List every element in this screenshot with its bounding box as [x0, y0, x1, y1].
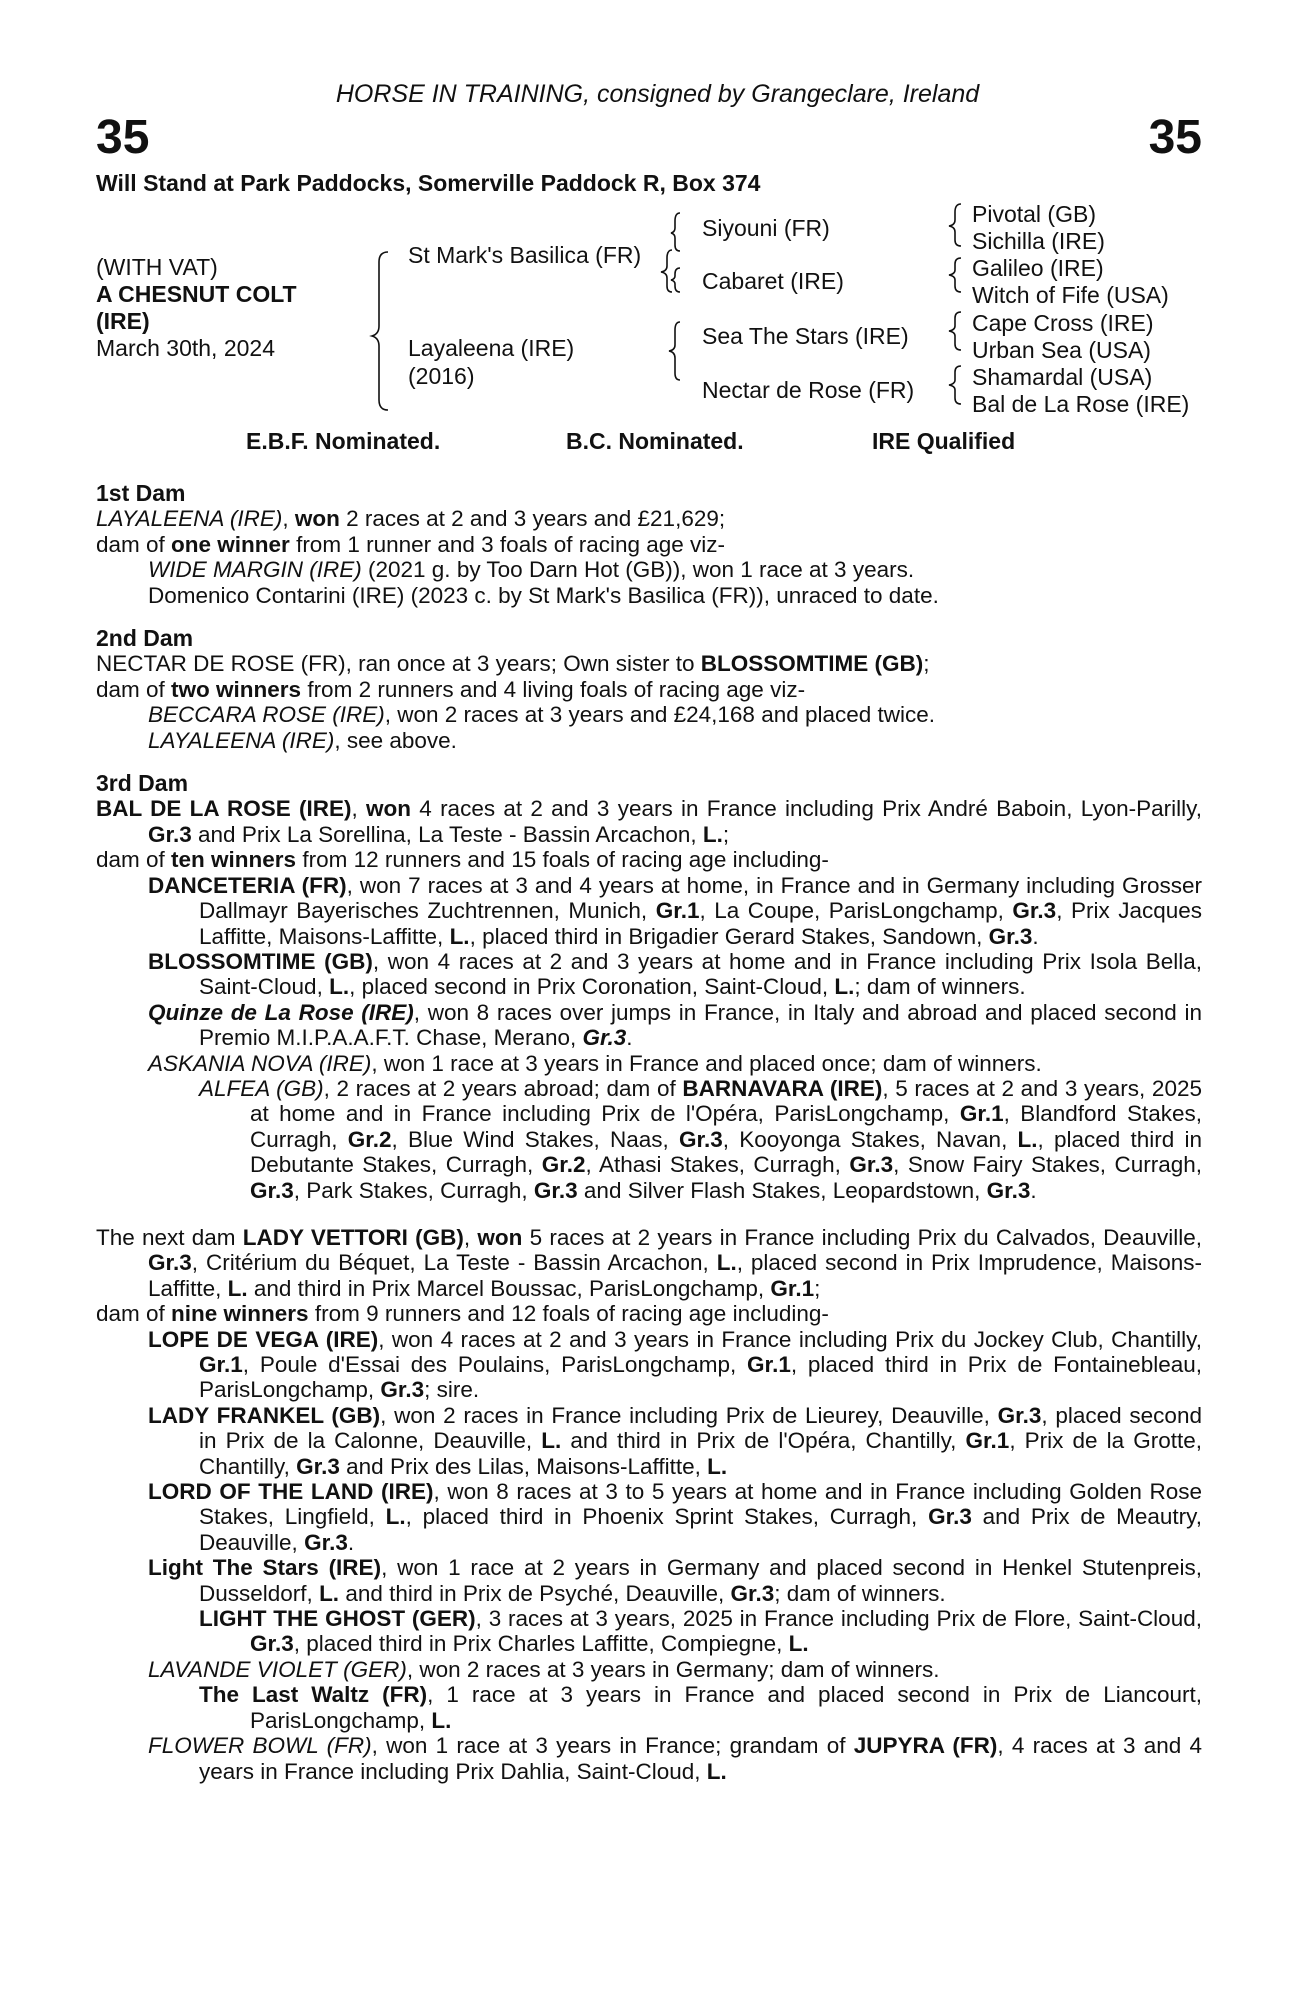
- produce-entry: FLOWER BOWL (FR), won 1 race at 3 years in France; grandam of JUPYRA (FR), 4 races at 3 and 4 years in France including Prix Dahlia, Saint-Cloud, L.: [148, 1733, 1203, 1784]
- lot-number-right: 35: [1148, 111, 1202, 164]
- ebf-nominated: E.B.F. Nominated.: [246, 428, 441, 454]
- dam-name: Layaleena (IRE): [408, 335, 575, 361]
- ire-qualified: IRE Qualified: [872, 428, 1016, 454]
- sire-sire: Siyouni (FR): [702, 215, 830, 241]
- dd-dam: Bal de La Rose (IRE): [972, 391, 1190, 417]
- dam-record: NECTAR DE ROSE (FR), ran once at 3 years; Own sister to BLOSSOMTIME (GB);: [96, 651, 930, 677]
- sire-dam: Cabaret (IRE): [702, 268, 844, 294]
- catalogue-body: [96, 481, 1202, 1784]
- dd-sire: Shamardal (USA): [972, 364, 1153, 390]
- ds-sire: Cape Cross (IRE): [972, 310, 1154, 336]
- produce-entry: BLOSSOMTIME (GB), won 4 races at 2 and 3 years at home and in France including Prix Isola Bella, Saint-Cloud, L., placed second in Prix Coronation, Saint-Cloud, L.; dam of winners.: [148, 948, 1203, 1000]
- first-dam-section: [96, 481, 1202, 608]
- dam-produce-summary: dam of nine winners from 9 runners and 12 foals of racing age including-: [96, 1301, 829, 1327]
- subject-origin: (IRE): [96, 308, 150, 334]
- dam-produce-summary: dam of ten winners from 12 runners and 15 foals of racing age including-: [96, 847, 829, 873]
- produce-entry: LADY FRANKEL (GB), won 2 races in France including Prix de Lieurey, Deauville, Gr.3, placed second in Prix de la Calonne, Deauville, L. and third in Prix de l'Opéra, Chantilly, Gr.1, Prix de la Grotte, Chantilly, Gr.3 and Prix des Lilas, Maisons-Laffitte, L.: [148, 1402, 1202, 1479]
- produce-entry: Light The Stars (IRE), won 1 race at 2 years in Germany and placed second in Henkel Stutenpreis, Dusseldorf, L. and third in Prix de Psyché, Deauville, Gr.3; dam of winners.: [148, 1555, 1202, 1606]
- brace-generation-1: [372, 252, 388, 410]
- bc-nominated: B.C. Nominated.: [566, 428, 744, 454]
- third-dam-section: [96, 771, 1202, 1203]
- dam-record: The next dam LADY VETTORI (GB), won 5 races at 2 years in France including Prix du Calvados, Deauville, Gr.3, Critérium du Béquet, La Teste - Bassin Arcachon, L., placed second in Prix Imprudence, Maisons-Laffitte, L. and third in Prix Marcel Boussac, ParisLongchamp, Gr.1;: [96, 1224, 1202, 1301]
- produce-entry: LOPE DE VEGA (IRE), won 4 races at 2 and 3 years in France including Prix du Jockey Club, Chantilly, Gr.1, Poule d'Essai des Poulains, ParisLongchamp, Gr.1, placed third in Prix de Fontainebleau, ParisLongchamp, Gr.3; sire.: [148, 1326, 1202, 1403]
- produce-entry: ASKANIA NOVA (IRE), won 1 race at 3 years in France and placed once; dam of winners.: [148, 1050, 1042, 1076]
- produce-entry: LORD OF THE LAND (IRE), won 8 races at 3 to 5 years at home and in France including Golden Rose Stakes, Lingfield, L., placed third in Phoenix Sprint Stakes, Curragh, Gr.3 and Prix de Meautry, Deauville, Gr.3.: [148, 1479, 1202, 1555]
- sire-name: St Mark's Basilica (FR): [408, 242, 642, 268]
- second-dam-section: [96, 626, 1202, 753]
- dam-record: BAL DE LA ROSE (IRE), won 4 races at 2 and 3 years in France including Prix André Baboin, Lyon-Parilly, Gr.3 and Prix La Sorellina, La Teste - Bassin Arcachon, L.;: [96, 796, 1202, 847]
- ss-dam: Sichilla (IRE): [972, 228, 1105, 254]
- dam-dam: Nectar de Rose (FR): [702, 377, 915, 403]
- brace-sire-line-upper: [671, 213, 680, 251]
- brace-sd: [949, 258, 961, 292]
- lot-number-left: 35: [96, 111, 150, 164]
- produce-entry: WIDE MARGIN (IRE) (2021 g. by Too Darn Hot (GB)), won 1 race at 3 years.: [148, 557, 915, 583]
- dam-produce-summary: dam of two winners from 2 runners and 4 living foals of racing age viz-: [96, 676, 806, 702]
- produce-entry: ALFEA (GB), 2 races at 2 years abroad; dam of BARNAVARA (IRE), 5 races at 2 and 3 years, 2025 at home and in France including Prix de l'Opéra, ParisLongchamp, Gr.1, Blandford Stakes, Curragh, Gr.2, Blue Wind Stakes, Naas, Gr.3, Kooyonga Stakes, Navan, L., placed third in Debutante Stakes, Curragh, Gr.2, Athasi Stakes, Curragh, Gr.3, Snow Fairy Stakes, Curragh, Gr.3, Park Stakes, Curragh, Gr.3 and Silver Flash Stakes, Leopardstown, Gr.3.: [199, 1075, 1203, 1203]
- produce-entry: LAVANDE VIOLET (GER), won 2 races at 3 years in Germany; dam of winners.: [148, 1656, 940, 1682]
- stand-location: Will Stand at Park Paddocks, Somerville Paddock R, Box 374: [96, 170, 761, 196]
- section-title: 1st Dam: [96, 480, 186, 506]
- produce-entry: LIGHT THE GHOST (GER), 3 races at 3 years, 2025 in France including Prix de Flore, Saint-Cloud, Gr.3, placed third in Prix Charles Laffitte, Compiegne, L.: [199, 1606, 1202, 1657]
- produce-entry: Domenico Contarini (IRE) (2023 c. by St Mark's Basilica (FR)), unraced to date.: [148, 582, 939, 608]
- brace-dd: [949, 366, 961, 404]
- dam-sire: Sea The Stars (IRE): [702, 323, 909, 349]
- dam-record: LAYALEENA (IRE), won 2 races at 2 and 3 years and £21,629;: [96, 506, 726, 532]
- section-title: 3rd Dam: [96, 770, 189, 797]
- produce-entry: The Last Waltz (FR), 1 race at 3 years in France and placed second in Prix de Liancourt, ParisLongchamp, L.: [199, 1682, 1203, 1733]
- next-dam-section: [96, 1225, 1202, 1784]
- dam-produce-summary: dam of one winner from 1 runner and 3 foals of racing age viz-: [96, 531, 726, 557]
- produce-entry: DANCETERIA (FR), won 7 races at 3 and 4 years at home, in France and in Germany including Grosser Dallmayr Bayerisches Zuchtrennen, Munich, Gr.1, La Coupe, ParisLongchamp, Gr.3, Prix Jacques Laffitte, Maisons-Laffitte, L., placed third in Brigadier Gerard Stakes, Sandown, Gr.3.: [148, 872, 1202, 949]
- brace-dam: [669, 322, 680, 380]
- produce-entry: BECCARA ROSE (IRE), won 2 races at 3 years and £24,168 and placed twice.: [148, 702, 936, 728]
- foaling-date: March 30th, 2024: [96, 335, 276, 361]
- page-header-title: HORSE IN TRAINING, consigned by Grangeclare, Ireland: [335, 80, 980, 108]
- subject-name: A CHESNUT COLT: [96, 281, 297, 307]
- produce-entry: Quinze de La Rose (IRE), won 8 races over jumps in France, in Italy and abroad and placed second in Premio M.I.P.A.A.F.T. Chase, Merano, Gr.3.: [148, 999, 1202, 1051]
- brace-ss: [949, 204, 961, 246]
- dam-year: (2016): [408, 363, 475, 389]
- brace-sire-line-lower: [671, 268, 680, 292]
- vat-note: (WITH VAT): [96, 254, 218, 280]
- section-title: 2nd Dam: [96, 625, 194, 652]
- brace-sire: [661, 250, 672, 292]
- sd-dam: Witch of Fife (USA): [972, 282, 1169, 308]
- ds-dam: Urban Sea (USA): [972, 337, 1151, 363]
- brace-ds: [949, 312, 961, 350]
- sd-sire: Galileo (IRE): [972, 255, 1104, 281]
- produce-entry: LAYALEENA (IRE), see above.: [148, 727, 457, 753]
- ss-sire: Pivotal (GB): [972, 201, 1096, 227]
